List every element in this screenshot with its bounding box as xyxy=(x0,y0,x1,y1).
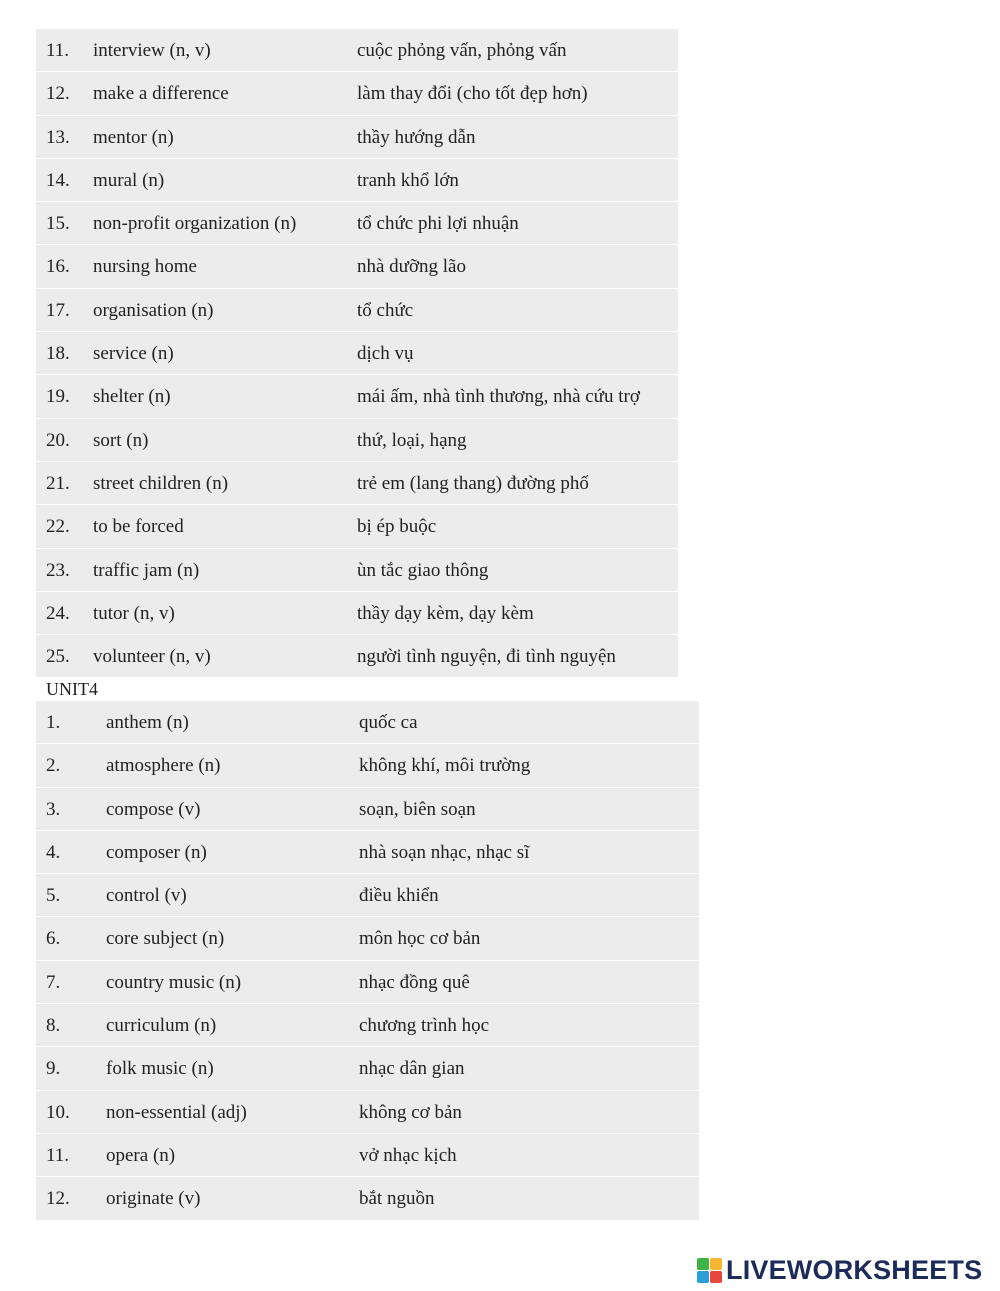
vocab-meaning: nhà soạn nhạc, nhạc sĩ xyxy=(359,841,530,863)
vocab-meaning: bị ép buộc xyxy=(357,516,437,538)
vocab-word: originate (v) xyxy=(106,1188,201,1210)
logo-tile xyxy=(697,1258,709,1270)
table-row xyxy=(36,1047,699,1090)
vocab-meaning: thầy hướng dẫn xyxy=(357,126,476,148)
table-row xyxy=(36,462,678,505)
vocab-word: non-profit organization (n) xyxy=(93,213,297,235)
table-row xyxy=(36,917,699,960)
vocab-word: compose (v) xyxy=(106,798,201,820)
vocab-meaning: tổ chức phi lợi nhuận xyxy=(357,213,519,235)
vocab-word: service (n) xyxy=(93,343,174,365)
table-row xyxy=(36,1091,699,1134)
row-number: 2. xyxy=(46,755,61,777)
row-number: 11. xyxy=(46,1144,70,1166)
table-row xyxy=(36,375,678,418)
vocab-word: to be forced xyxy=(93,516,184,538)
vocab-meaning: không cơ bản xyxy=(359,1101,462,1123)
row-number: 19. xyxy=(46,386,70,408)
liveworksheets-logo xyxy=(697,1255,982,1285)
vocab-word: street children (n) xyxy=(93,472,229,494)
row-number: 16. xyxy=(46,256,70,278)
vocab-word: atmosphere (n) xyxy=(106,755,221,777)
row-number: 7. xyxy=(46,971,61,993)
row-number: 1. xyxy=(46,712,61,733)
vocab-word: core subject (n) xyxy=(106,928,225,950)
table-row xyxy=(36,1134,699,1177)
row-number: 17. xyxy=(46,299,70,321)
vocab-word: non-essential (adj) xyxy=(106,1101,247,1123)
table-row xyxy=(36,592,678,635)
vocab-word: folk music (n) xyxy=(106,1058,214,1080)
row-number: 4. xyxy=(46,841,61,863)
table-row xyxy=(36,549,678,592)
row-number: 24. xyxy=(46,602,70,624)
table-row xyxy=(36,289,678,332)
row-number: 6. xyxy=(46,928,61,950)
table-row xyxy=(36,505,678,548)
row-number: 10. xyxy=(46,1101,70,1123)
vocab-table-unit4 xyxy=(36,701,699,1221)
row-number: 9. xyxy=(46,1058,61,1080)
row-number: 5. xyxy=(46,885,61,907)
vocab-word: tutor (n, v) xyxy=(93,602,175,624)
vocab-word: make a difference xyxy=(93,83,229,105)
vocab-meaning: cuộc phỏng vấn, phỏng vấn xyxy=(357,40,567,61)
vocab-word: curriculum (n) xyxy=(106,1015,217,1037)
vocab-meaning: nhạc dân gian xyxy=(359,1058,465,1080)
row-number: 22. xyxy=(46,516,70,538)
logo-tile xyxy=(710,1271,722,1283)
vocab-meaning: điều khiển xyxy=(359,885,439,907)
row-number: 18. xyxy=(46,343,70,365)
vocab-meaning: vở nhạc kịch xyxy=(359,1144,457,1166)
vocab-word: anthem (n) xyxy=(106,712,189,733)
table-row xyxy=(36,831,699,874)
table-row xyxy=(36,159,678,202)
vocab-meaning: nhà dưỡng lão xyxy=(357,256,466,278)
row-number: 12. xyxy=(46,83,70,105)
unit4-heading: UNIT4 xyxy=(46,679,98,699)
vocab-word: shelter (n) xyxy=(93,386,171,408)
vocab-meaning: tranh khổ lớn xyxy=(357,169,459,191)
row-number: 12. xyxy=(46,1188,70,1210)
vocab-meaning: làm thay đổi (cho tốt đẹp hơn) xyxy=(357,83,588,105)
row-number: 13. xyxy=(46,126,70,148)
vocab-table-unit3 xyxy=(36,29,678,678)
table-row xyxy=(36,72,678,115)
table-row xyxy=(36,744,699,787)
table-row xyxy=(36,635,678,678)
table-row xyxy=(36,419,678,462)
vocab-meaning: nhạc đồng quê xyxy=(359,971,470,993)
vocab-meaning: thầy dạy kèm, dạy kèm xyxy=(357,602,534,624)
vocab-meaning: ùn tắc giao thông xyxy=(357,559,489,581)
logo-tile xyxy=(697,1271,709,1283)
vocab-meaning: không khí, môi trường xyxy=(359,755,531,777)
vocab-word: volunteer (n, v) xyxy=(93,646,211,668)
table-row xyxy=(36,332,678,375)
logo-tile xyxy=(710,1258,722,1270)
table-row xyxy=(36,202,678,245)
vocab-meaning: dịch vụ xyxy=(357,343,414,365)
row-number: 11. xyxy=(46,40,70,61)
row-number: 15. xyxy=(46,213,70,235)
row-number: 23. xyxy=(46,559,70,581)
row-number: 20. xyxy=(46,429,70,451)
vocab-word: nursing home xyxy=(93,256,197,278)
vocab-meaning: trẻ em (lang thang) đường phố xyxy=(357,472,589,494)
table-row xyxy=(36,874,699,917)
vocab-word: traffic jam (n) xyxy=(93,559,200,581)
table-row xyxy=(36,701,699,744)
row-number: 14. xyxy=(46,169,70,191)
row-number: 3. xyxy=(46,798,61,820)
vocab-meaning: tổ chức xyxy=(357,299,414,321)
table-row xyxy=(36,1004,699,1047)
vocab-word: interview (n, v) xyxy=(93,40,211,61)
vocab-word: sort (n) xyxy=(93,429,149,451)
table-row xyxy=(36,961,699,1004)
vocab-word: country music (n) xyxy=(106,971,242,993)
vocab-meaning: thứ, loại, hạng xyxy=(357,429,467,451)
logo-text: LIVEWORKSHEETS xyxy=(726,1254,983,1285)
table-row xyxy=(36,1177,699,1220)
vocab-meaning: quốc ca xyxy=(359,712,418,733)
vocab-word: organisation (n) xyxy=(93,299,214,321)
vocab-meaning: chương trình học xyxy=(359,1015,490,1037)
row-number: 21. xyxy=(46,472,70,494)
table-row xyxy=(36,29,678,72)
row-number: 25. xyxy=(46,646,70,668)
vocab-word: mural (n) xyxy=(93,169,165,191)
vocab-meaning: mái ấm, nhà tình thương, nhà cứu trợ xyxy=(357,386,640,408)
vocab-meaning: môn học cơ bản xyxy=(359,928,481,950)
table-row xyxy=(36,116,678,159)
row-number: 8. xyxy=(46,1015,61,1037)
vocab-meaning: người tình nguyện, đi tình nguyện xyxy=(357,646,616,668)
vocab-word: composer (n) xyxy=(106,841,207,863)
vocab-word: mentor (n) xyxy=(93,126,174,148)
liveworksheets-logo-icon xyxy=(697,1258,722,1283)
vocab-word: opera (n) xyxy=(106,1144,176,1166)
vocab-word: control (v) xyxy=(106,885,187,907)
table-row xyxy=(36,245,678,288)
vocab-meaning: bắt nguồn xyxy=(359,1188,435,1210)
table-row xyxy=(36,788,699,831)
vocab-meaning: soạn, biên soạn xyxy=(359,798,476,820)
